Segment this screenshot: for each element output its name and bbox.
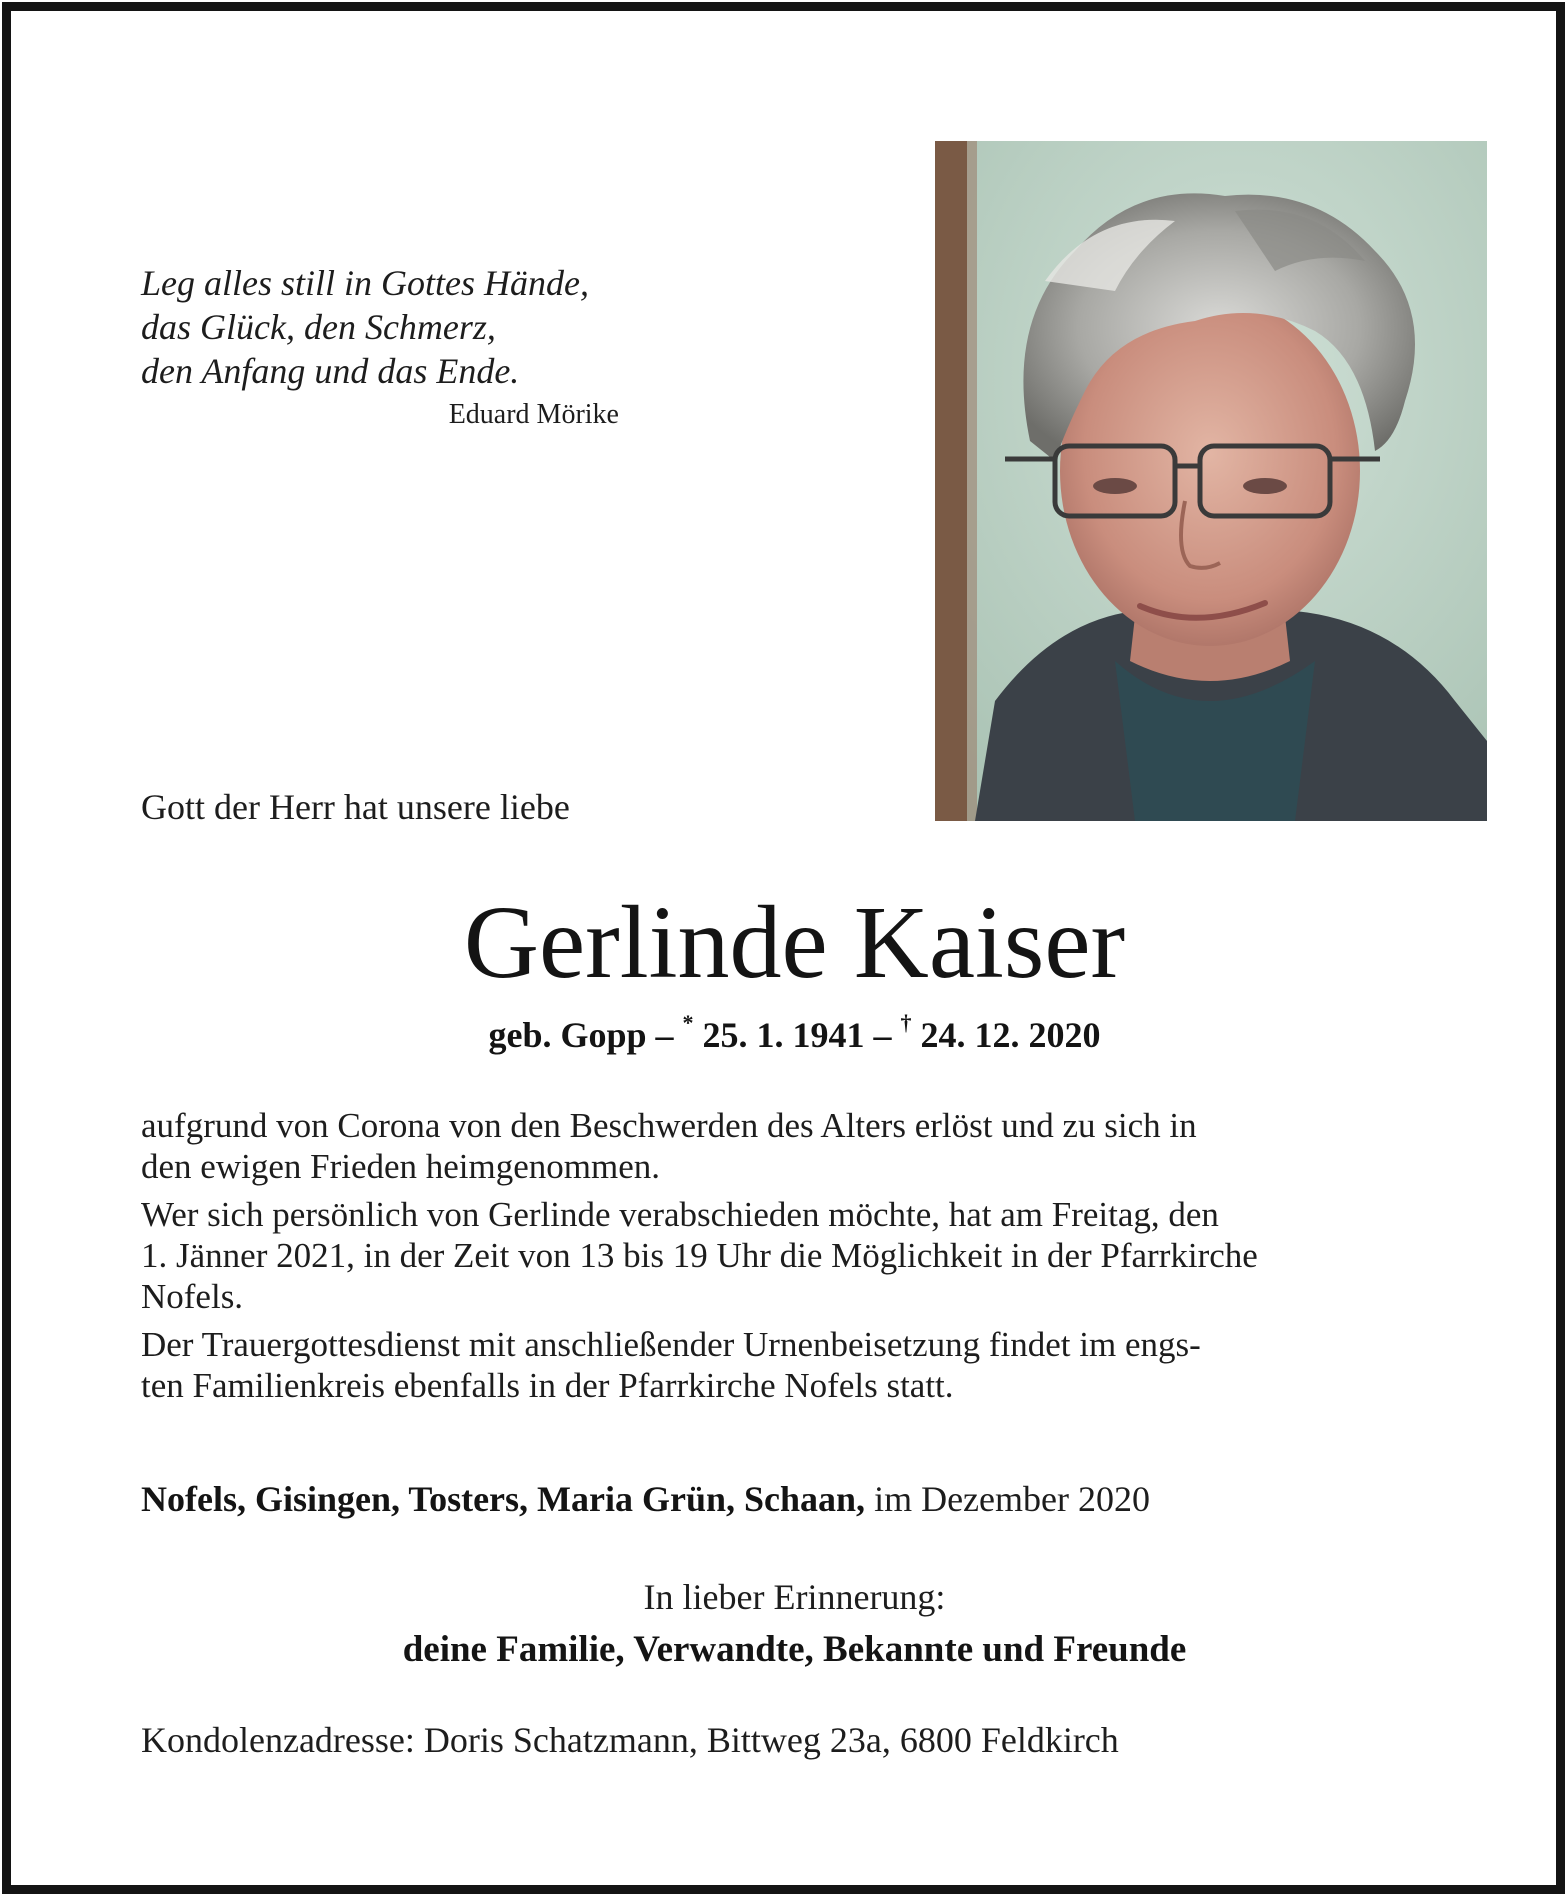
quote-line: den Anfang und das Ende. bbox=[141, 351, 520, 391]
obituary-frame bbox=[2, 2, 1565, 1894]
text-line: Der Trauergottesdienst mit anschließender Urnenbeisetzung findet im engs- bbox=[141, 1325, 1201, 1364]
death-date: 24. 12. 2020 bbox=[911, 1015, 1101, 1055]
place-date: im Dezember 2020 bbox=[865, 1479, 1150, 1519]
quote-author: Eduard Mörike bbox=[448, 399, 619, 430]
portrait-illustration bbox=[935, 141, 1487, 821]
text-line: Wer sich persönlich von Gerlinde verabschieden möchte, hat am Freitag, den bbox=[141, 1195, 1219, 1234]
life-dates bbox=[11, 1010, 1567, 1056]
text-line: aufgrund von Corona von den Beschwerden des Alters erlöst und zu sich in bbox=[141, 1106, 1197, 1145]
born-symbol: * bbox=[682, 1010, 694, 1035]
quote-line: das Glück, den Schmerz, bbox=[141, 307, 496, 347]
text-line: ten Familienkreis ebenfalls in der Pfarrkirche Nofels statt. bbox=[141, 1366, 954, 1405]
condolence-address: Kondolenzadresse: Doris Schatzmann, Bittweg 23a, 6800 Feldkirch bbox=[141, 1720, 1119, 1760]
places: Nofels, Gisingen, Tosters, Maria Grün, Schaan, bbox=[141, 1479, 866, 1519]
date-separator: – bbox=[646, 1015, 683, 1055]
mourners: deine Familie, Verwandte, Bekannte und Freunde bbox=[402, 1629, 1187, 1670]
portrait-photo bbox=[935, 141, 1487, 821]
paragraph-service bbox=[141, 1324, 1461, 1406]
text-line: 1. Jänner 2021, in der Zeit von 13 bis 19 Uhr die Möglichkeit in der Pfarrkirche bbox=[141, 1236, 1258, 1275]
date-separator: – bbox=[864, 1015, 901, 1055]
places-and-date bbox=[141, 1478, 1150, 1520]
quote-line: Leg alles still in Gottes Hände, bbox=[141, 263, 589, 303]
quote bbox=[141, 261, 589, 393]
text-line: den ewigen Frieden heimgenommen. bbox=[141, 1147, 661, 1186]
text-line: Nofels. bbox=[141, 1277, 244, 1316]
paragraph-farewell bbox=[141, 1194, 1461, 1317]
deceased-name: Gerlinde Kaiser bbox=[463, 885, 1126, 1000]
intro-text: Gott der Herr hat unsere liebe bbox=[141, 787, 570, 827]
obituary-body bbox=[141, 1105, 1461, 1413]
died-symbol: † bbox=[900, 1010, 912, 1035]
birth-date: 25. 1. 1941 bbox=[693, 1015, 865, 1055]
birth-name: geb. Gopp bbox=[488, 1015, 647, 1055]
memory-heading: In lieber Erinnerung: bbox=[643, 1577, 946, 1617]
paragraph-passing bbox=[141, 1105, 1461, 1187]
